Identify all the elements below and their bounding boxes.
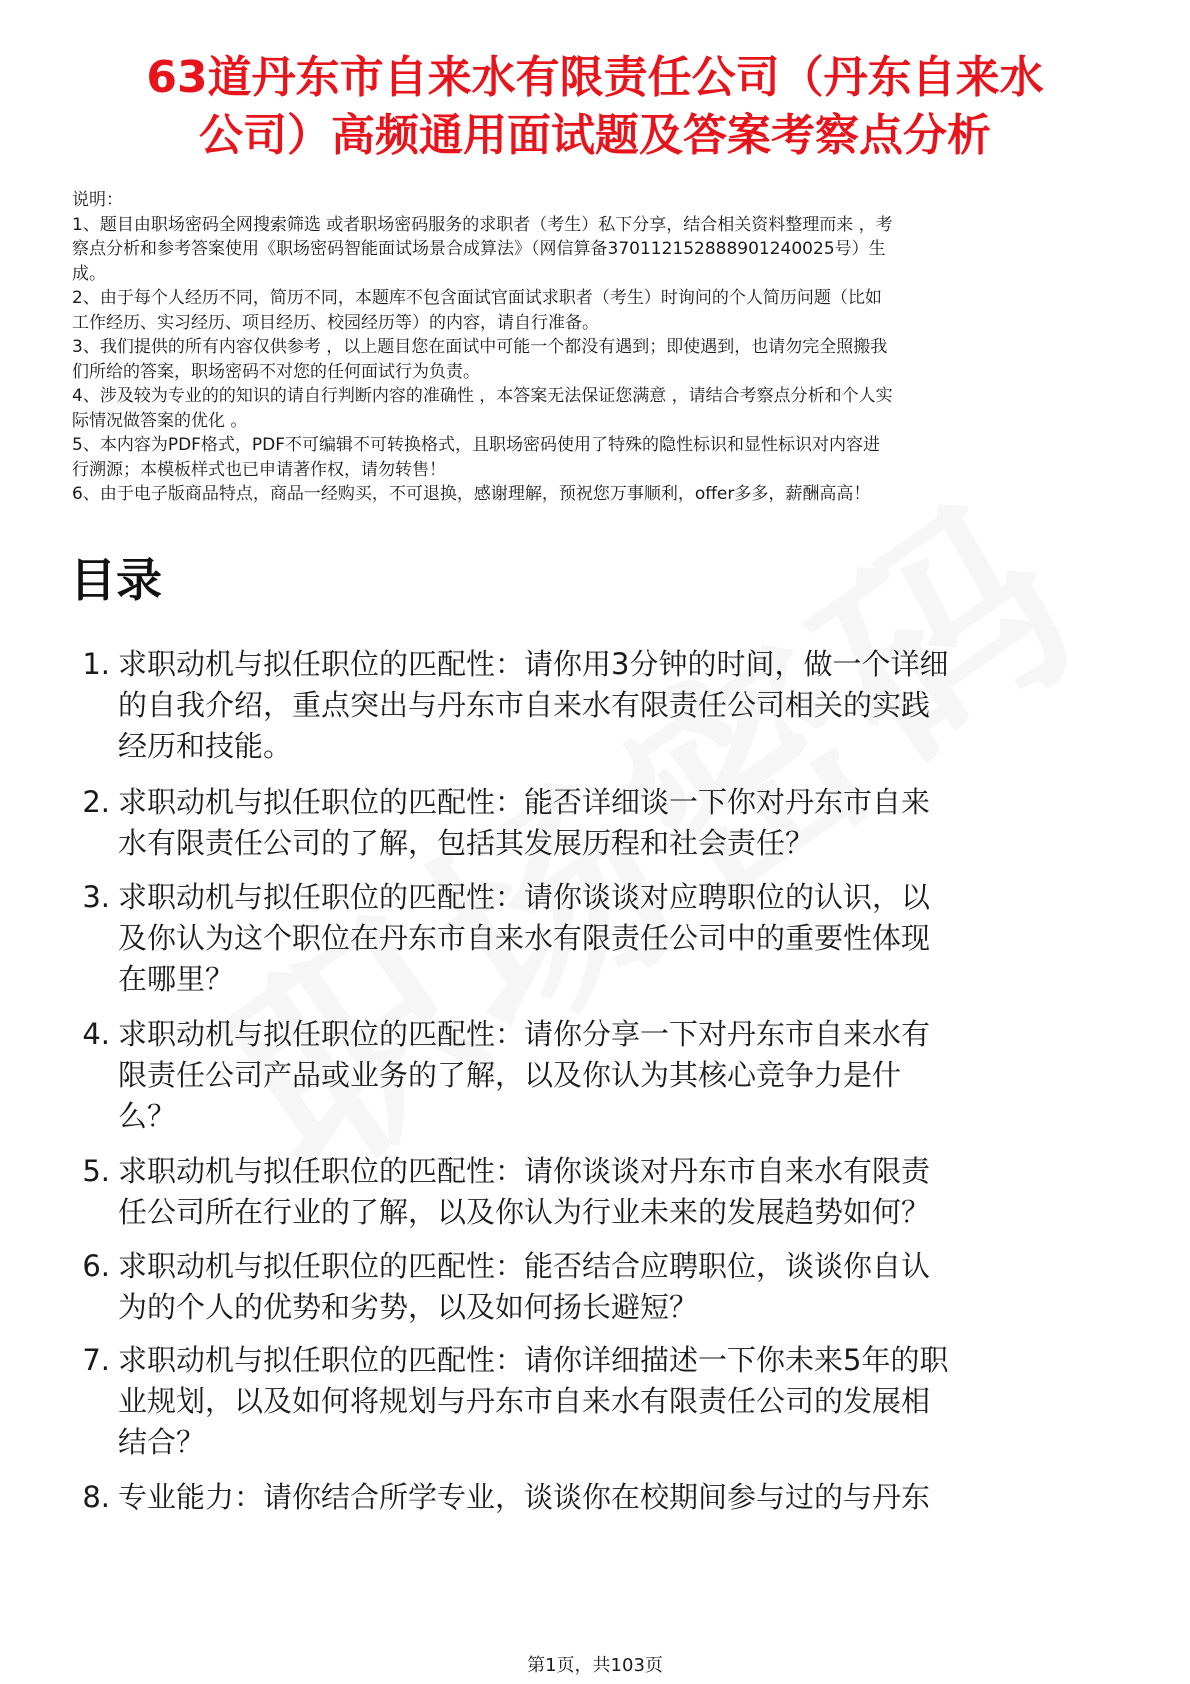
document-title-line-2: 公司）高频通用面试题及答案考察点分析 [199,110,991,161]
toc-item-text [118,1246,1118,1328]
toc-item-number: 1. [82,647,110,681]
notes-line: 2、由于每个人经历不同，简历不同，本题库不包含面试官面试求职者（考生）时询问的个人简历问题（比如 [72,288,882,308]
toc-heading: 目录 [70,553,162,607]
toc-item-number: 4. [82,1017,110,1051]
toc-item-line: 经历和技能。 [118,729,293,763]
toc-item-line: 求职动机与拟任职位的匹配性：请你分享一下对丹东市自来水有 [118,1017,931,1051]
notes-line: 行溯源；本模板样式也已申请著作权，请勿转售！ [72,459,446,480]
toc-item-line: 求职动机与拟任职位的匹配性：请你详细描述一下你未来5年的职 [118,1343,949,1377]
toc-item-number: 5. [82,1154,110,1188]
document-title-line-1: 63道丹东市自来水有限责任公司（丹东自来水 [146,52,1044,103]
notes-line: 1、题目由职场密码全网搜索筛选 或者职场密码服务的求职者（考生）私下分享，结合相关资料整理而来 ，考 [72,214,893,235]
toc-item-line: 限责任公司产品或业务的了解，以及你认为其核心竞争力是什 [118,1058,902,1092]
page-footer [0,1654,1190,1678]
toc-item-line: 求职动机与拟任职位的匹配性：请你用3分钟的时间，做一个详细 [118,647,949,681]
notes-line: 4、涉及较为专业的的知识的请自行判断内容的准确性 ，本答案无法保证您满意 ，请结合考察点分析和个人实 [72,386,893,406]
toc-item-line: 水有限责任公司的了解，包括其发展历程和社会责任？ [118,826,815,860]
toc-item-number: 7. [82,1343,110,1377]
toc-item-text [118,1014,1118,1137]
toc-item-number: 8. [82,1480,110,1514]
notes-label: 说明： [72,190,123,210]
toc-item-text [118,1477,1118,1518]
notes-line: 3、我们提供的所有内容仅供参考 ，以上题目您在面试中可能一个都没有遇到；即使遇到，也请勿完全照搬我 [72,337,888,357]
toc-item-number: 3. [82,880,110,914]
toc-item-number: 6. [82,1249,110,1283]
toc-item-line: 求职动机与拟任职位的匹配性：能否详细谈一下你对丹东市自来 [118,785,931,819]
toc-item-line: 在哪里？ [118,962,235,996]
notes-line: 们所给的答案，职场密码不对您的任何面试行为负责。 [72,361,480,382]
toc-item-line: 求职动机与拟任职位的匹配性：请你谈谈对应聘职位的认识，以 [118,880,931,914]
notes-line: 工作经历、实习经历、项目经历、校园经历等）的内容，请自行准备。 [72,312,599,333]
notes-line: 6、由于电子版商品特点，商品一经购买，不可退换，感谢理解，预祝您万事顺利，offer多多，薪酬高高！ [72,484,871,504]
toc-item-line: 求职动机与拟任职位的匹配性：能否结合应聘职位，谈谈你自认 [118,1249,931,1283]
toc-item-line: 的自我介绍，重点突出与丹东市自来水有限责任公司相关的实践 [118,688,931,722]
toc-item-text [118,1340,1118,1463]
toc-item-line: 么？ [118,1099,177,1133]
toc-item-line: 结合？ [118,1425,206,1459]
toc-item-number: 2. [82,785,110,819]
toc-item-line: 专业能力：请你结合所学专业，谈谈你在校期间参与过的与丹东 [118,1480,931,1514]
toc-item-line: 业规划，以及如何将规划与丹东市自来水有限责任公司的发展相 [118,1384,931,1418]
toc-item-line: 求职动机与拟任职位的匹配性：请你谈谈对丹东市自来水有限责 [118,1154,931,1188]
toc-item-text [118,877,1118,1000]
toc-item-line: 为的个人的优势和劣势，以及如何扬长避短？ [118,1290,699,1324]
toc-item-text [118,1151,1118,1233]
notes-line: 成。 [72,263,106,284]
toc-item-line: 及你认为这个职位在丹东市自来水有限责任公司中的重要性体现 [118,921,931,955]
toc-item-text [118,644,1118,767]
notes-line: 5、本内容为PDF格式，PDF不可编辑不可转换格式，且职场密码使用了特殊的隐性标识和显性标识对内容进 [72,435,881,455]
notes-line: 际情况做答案的优化 。 [72,410,248,431]
page-number: 第1页，共103页 [527,1655,663,1676]
toc-item-text [118,782,1118,864]
notes-line: 察点分析和参考答案使用《职场密码智能面试场景合成算法》（网信算备370112152888901240025号）生 [72,239,886,259]
notes-section [72,188,1122,507]
toc-item-line: 任公司所在行业的了解，以及你认为行业未来的发展趋势如何？ [118,1195,931,1229]
